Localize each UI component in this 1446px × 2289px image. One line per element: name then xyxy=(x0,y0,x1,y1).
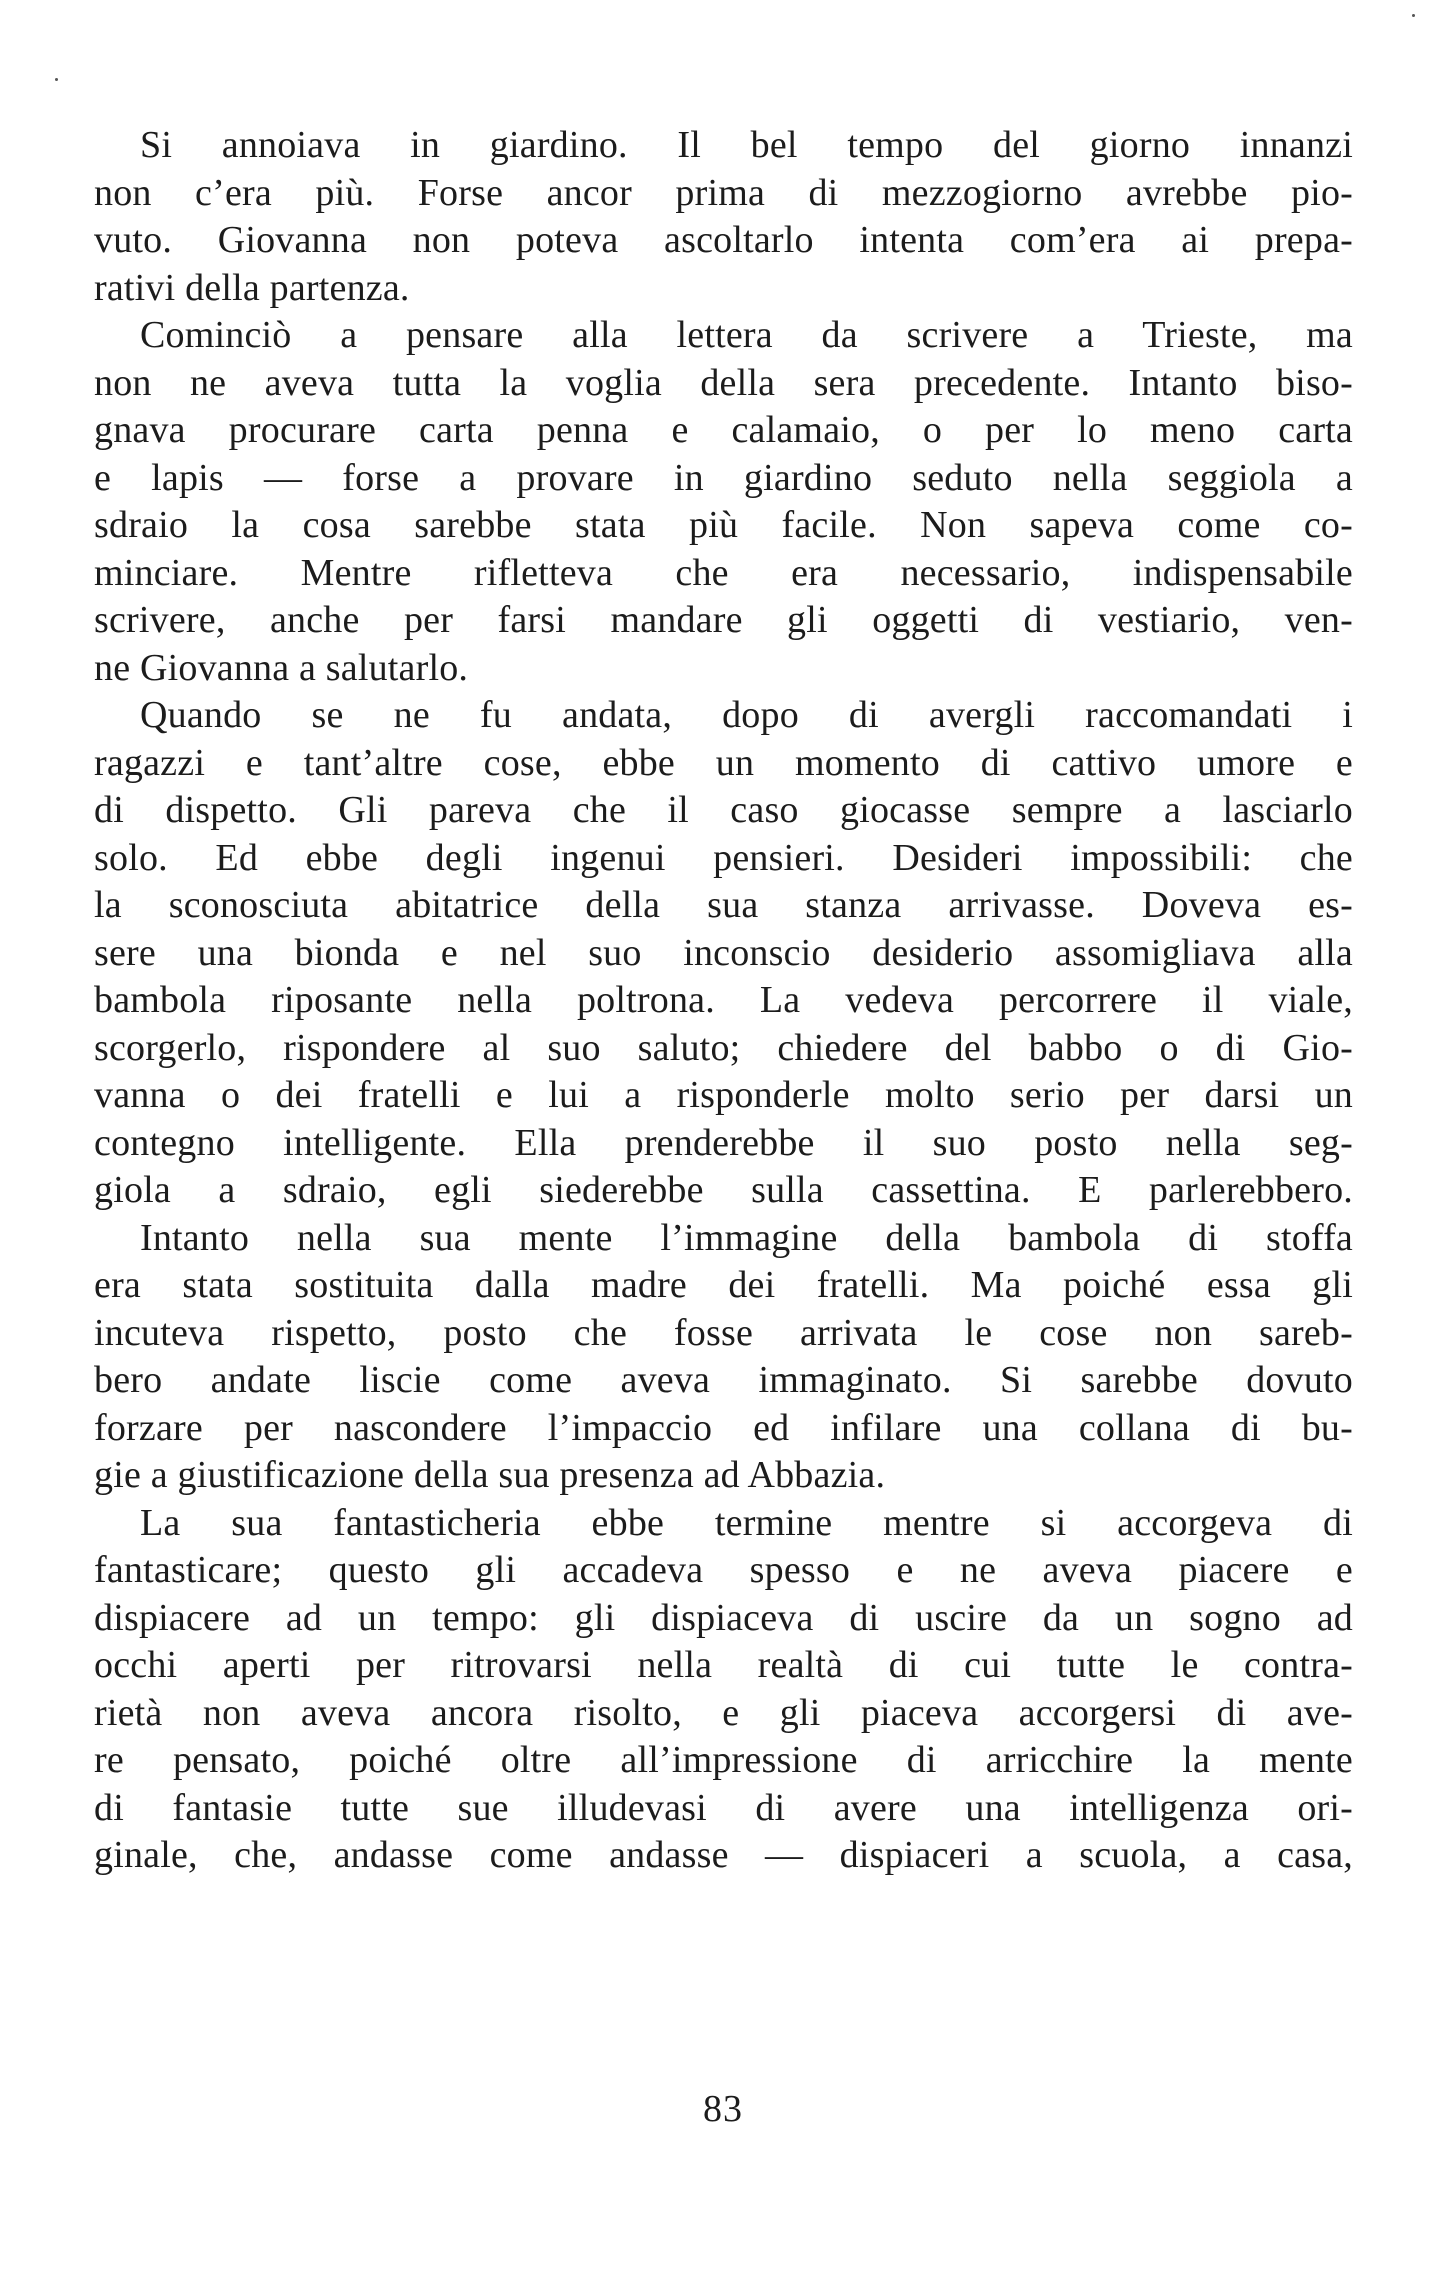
print-speck xyxy=(1412,14,1415,17)
text-line: e lapis — forse a provare in giardino seduto nella seggiola a xyxy=(94,456,1353,499)
print-speck xyxy=(55,78,58,81)
text-line: minciare. Mentre rifletteva che era necessario, indispensabile xyxy=(94,551,1353,594)
text-line: ragazzi e tant’altre cose, ebbe un momento di cattivo umore e xyxy=(94,741,1353,784)
text-line: vuto. Giovanna non poteva ascoltarlo intenta com’era ai prepa- xyxy=(94,219,1353,261)
text-line: giola a sdraio, egli siederebbe sulla cassettina. E parlerebbero. xyxy=(94,1169,1353,1211)
text-line: gnava procurare carta penna e calamaio, o per lo meno carta xyxy=(94,409,1353,451)
text-line: la sconosciuta abitatrice della sua stanza arrivasse. Doveva es- xyxy=(94,884,1353,926)
text-line: contegno intelligente. Ella prenderebbe il suo posto nella seg- xyxy=(94,1121,1353,1164)
text-line: ginale, che, andasse come andasse — dispiaceri a scuola, a casa, xyxy=(94,1834,1353,1876)
text-line: scorgerlo, rispondere al suo saluto; chiedere del babbo o di Gio- xyxy=(94,1026,1353,1069)
text-line: sere una bionda e nel suo inconscio desiderio assomigliava alla xyxy=(94,931,1353,974)
text-line: dispiacere ad un tempo: gli dispiaceva di uscire da un sogno ad xyxy=(94,1596,1353,1639)
text-line: rietà non aveva ancora risolto, e gli piaceva accorgersi di ave- xyxy=(94,1691,1353,1734)
text-line: re pensato, poiché oltre all’impressione di arricchire la mente xyxy=(94,1739,1353,1781)
text-line: non ne aveva tutta la voglia della sera precedente. Intanto biso- xyxy=(94,361,1353,404)
body-text xyxy=(94,122,1353,1880)
text-line: incuteva rispetto, posto che fosse arrivata le cose non sareb- xyxy=(94,1311,1353,1354)
text-line: bero andate liscie come aveva immaginato. Si sarebbe dovuto xyxy=(94,1359,1353,1401)
text-line: forzare per nascondere l’impaccio ed infilare una collana di bu- xyxy=(94,1406,1353,1449)
page-number: 83 xyxy=(703,2088,743,2130)
text-line: Intanto nella sua mente l’immagine della bambola di stoffa xyxy=(140,1216,1353,1259)
text-line: bambola riposante nella poltrona. La vedeva percorrere il viale, xyxy=(94,979,1353,1021)
text-line: fantasticare; questo gli accadeva spesso e ne aveva piacere e xyxy=(94,1549,1353,1591)
text-line: era stata sostituita dalla madre dei fratelli. Ma poiché essa gli xyxy=(94,1264,1353,1306)
text-line: scrivere, anche per farsi mandare gli oggetti di vestiario, ven- xyxy=(94,599,1353,641)
text-line: Cominciò a pensare alla lettera da scrivere a Trieste, ma xyxy=(140,314,1353,356)
text-line: gie a giustificazione della sua presenza ad Abbazia. xyxy=(94,1454,886,1496)
text-line: occhi aperti per ritrovarsi nella realtà di cui tutte le contra- xyxy=(94,1644,1353,1686)
text-line: solo. Ed ebbe degli ingenui pensieri. Desideri impossibili: che xyxy=(94,836,1353,879)
text-line: di fantasie tutte sue illudevasi di avere una intelligenza ori- xyxy=(94,1786,1353,1829)
text-line: ne Giovanna a salutarlo. xyxy=(94,646,469,689)
text-line: sdraio la cosa sarebbe stata più facile. Non sapeva come co- xyxy=(94,504,1353,546)
text-line: di dispetto. Gli pareva che il caso giocasse sempre a lasciarlo xyxy=(94,789,1353,831)
text-line: Quando se ne fu andata, dopo di avergli raccomandati i xyxy=(140,694,1353,736)
text-line: rativi della partenza. xyxy=(94,266,410,309)
text-line: non c’era più. Forse ancor prima di mezzogiorno avrebbe pio- xyxy=(94,171,1353,214)
text-line: Si annoiava in giardino. Il bel tempo del giorno innanzi xyxy=(140,124,1353,166)
text-line: vanna o dei fratelli e lui a risponderle molto serio per darsi un xyxy=(94,1074,1353,1116)
text-line: La sua fantasticheria ebbe termine mentre si accorgeva di xyxy=(140,1501,1353,1544)
